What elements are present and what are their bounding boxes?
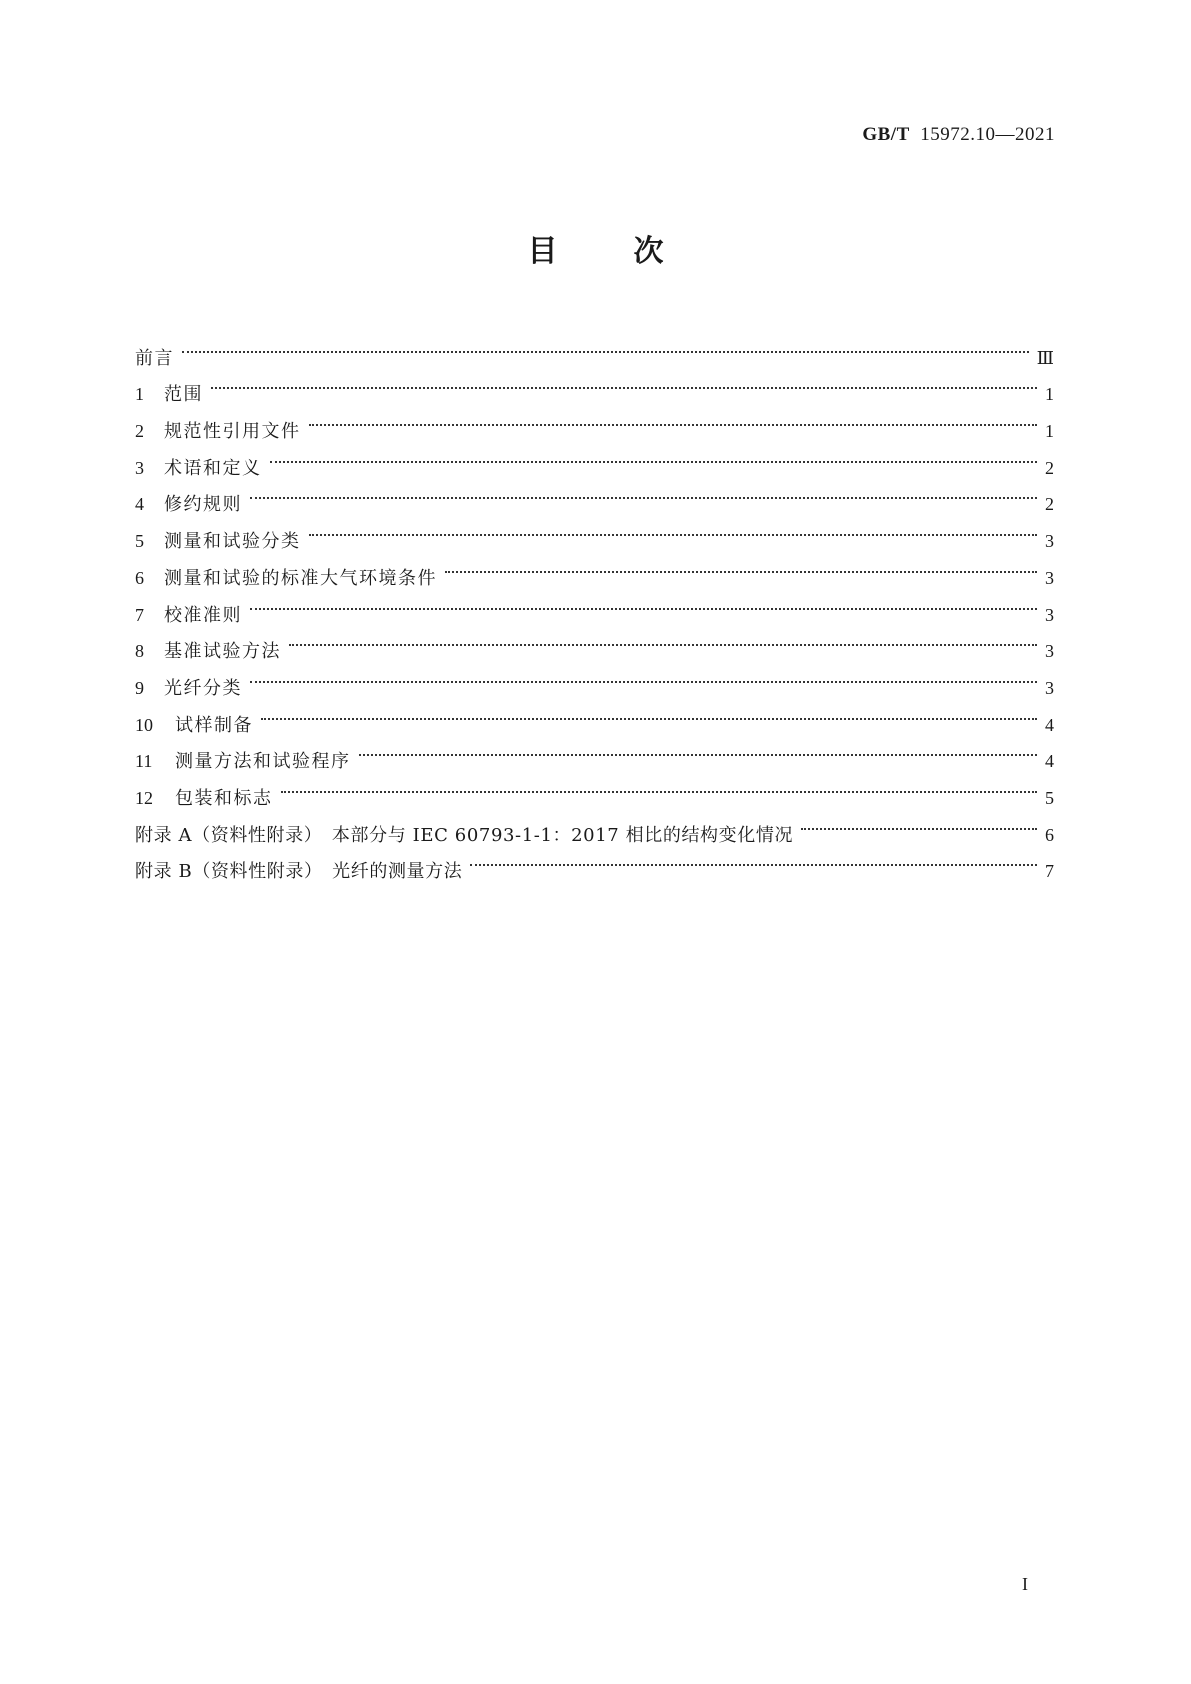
toc-entry-title: 术语和定义: [164, 457, 262, 479]
toc-entry-title: 测量和试验的标准大气环境条件: [164, 567, 437, 589]
toc-entry[interactable]: [135, 694, 1054, 736]
toc-entry-number: 12: [135, 787, 153, 808]
dot-leader: [250, 474, 1037, 511]
toc-entry-number: 10: [135, 714, 153, 735]
dot-leader: [270, 437, 1038, 474]
toc-entry-number: 8: [135, 641, 144, 662]
toc-entry-title: 测量方法和试验程序: [175, 751, 351, 773]
toc-entry[interactable]: [135, 400, 1054, 443]
toc-entry[interactable]: [135, 584, 1054, 626]
dot-leader: [211, 364, 1037, 401]
toc-entry-page: 4: [1045, 714, 1054, 735]
toc-entry-number: 5: [135, 531, 144, 552]
toc-entry-page: 3: [1045, 641, 1054, 662]
dot-leader: [309, 510, 1038, 547]
toc-entry-page: 3: [1045, 677, 1054, 698]
dot-leader: [801, 804, 1037, 841]
toc-entry-page: 1: [1045, 421, 1054, 442]
toc-entry-number: 6: [135, 567, 144, 588]
toc-entry-title: 前言: [135, 347, 174, 369]
dot-leader: [470, 841, 1037, 878]
toc-entry-title: 光纤分类: [164, 677, 242, 699]
toc-entry-number: 2: [135, 421, 144, 442]
toc-entry-title: 测量和试验分类: [164, 531, 301, 553]
toc-entry[interactable]: [135, 731, 1054, 773]
toc-entry-title: 试样制备: [175, 714, 253, 736]
toc-entry-page: 2: [1045, 457, 1054, 478]
toc-entry[interactable]: [135, 474, 1054, 516]
standard-code: [862, 124, 1055, 146]
dot-leader: [182, 327, 1029, 364]
toc-entry[interactable]: [135, 510, 1054, 553]
dot-leader: [281, 767, 1038, 804]
toc-entry-title: 修约规则: [164, 494, 242, 516]
toc-entry-title: 包装和标志: [175, 787, 273, 809]
toc-entry-title: 附录 B（资料性附录） 光纤的测量方法: [135, 861, 463, 883]
toc-entry-title: 校准准则: [164, 604, 242, 626]
page-title: [0, 226, 1191, 270]
dot-leader: [250, 657, 1037, 694]
toc-entry-number: 9: [135, 677, 144, 698]
standard-prefix: GB/T: [862, 124, 910, 145]
toc-entry-page: 3: [1045, 604, 1054, 625]
title-char-1: 目: [527, 234, 558, 269]
dot-leader: [445, 547, 1037, 584]
standard-number: 15972.10—2021: [920, 124, 1055, 145]
toc-entry-number: 3: [135, 457, 144, 478]
toc-entry-title: 规范性引用文件: [164, 421, 301, 443]
toc-entry-page: 2: [1045, 494, 1054, 515]
dot-leader: [261, 694, 1037, 731]
toc-entry[interactable]: [135, 657, 1054, 699]
dot-leader: [250, 584, 1037, 621]
toc-entry[interactable]: [135, 621, 1054, 663]
dot-leader: [289, 621, 1037, 658]
toc-entry-page: 7: [1045, 861, 1054, 882]
dot-leader: [309, 400, 1038, 437]
toc-entry[interactable]: [135, 327, 1054, 369]
toc-entry-number: 11: [135, 751, 153, 772]
toc-entry-page: 1: [1045, 384, 1054, 405]
toc-entry-title: 附录 A（资料性附录） 本部分与 IEC 60793-1-1：2017 相比的结构变化情况: [135, 824, 794, 846]
toc-entry-page: Ⅲ: [1036, 347, 1054, 368]
page-number: I: [1022, 1574, 1028, 1594]
table-of-contents: [135, 327, 1054, 883]
toc-entry[interactable]: [135, 364, 1054, 406]
title-char-2: 次: [633, 234, 664, 269]
toc-entry-number: 4: [135, 494, 144, 515]
toc-entry-annex-a[interactable]: [135, 804, 1054, 846]
dot-leader: [359, 731, 1038, 768]
toc-entry-page: 5: [1045, 787, 1054, 808]
toc-entry-page: 4: [1045, 751, 1054, 772]
toc-entry-title: 范围: [164, 384, 203, 406]
toc-entry-number: 7: [135, 604, 144, 625]
toc-entry-number: 1: [135, 384, 144, 405]
toc-entry-page: 3: [1045, 531, 1054, 552]
toc-entry[interactable]: [135, 437, 1054, 479]
toc-entry-page: 6: [1045, 824, 1054, 845]
toc-entry-page: 3: [1045, 567, 1054, 588]
toc-entry-title: 基准试验方法: [164, 641, 281, 663]
